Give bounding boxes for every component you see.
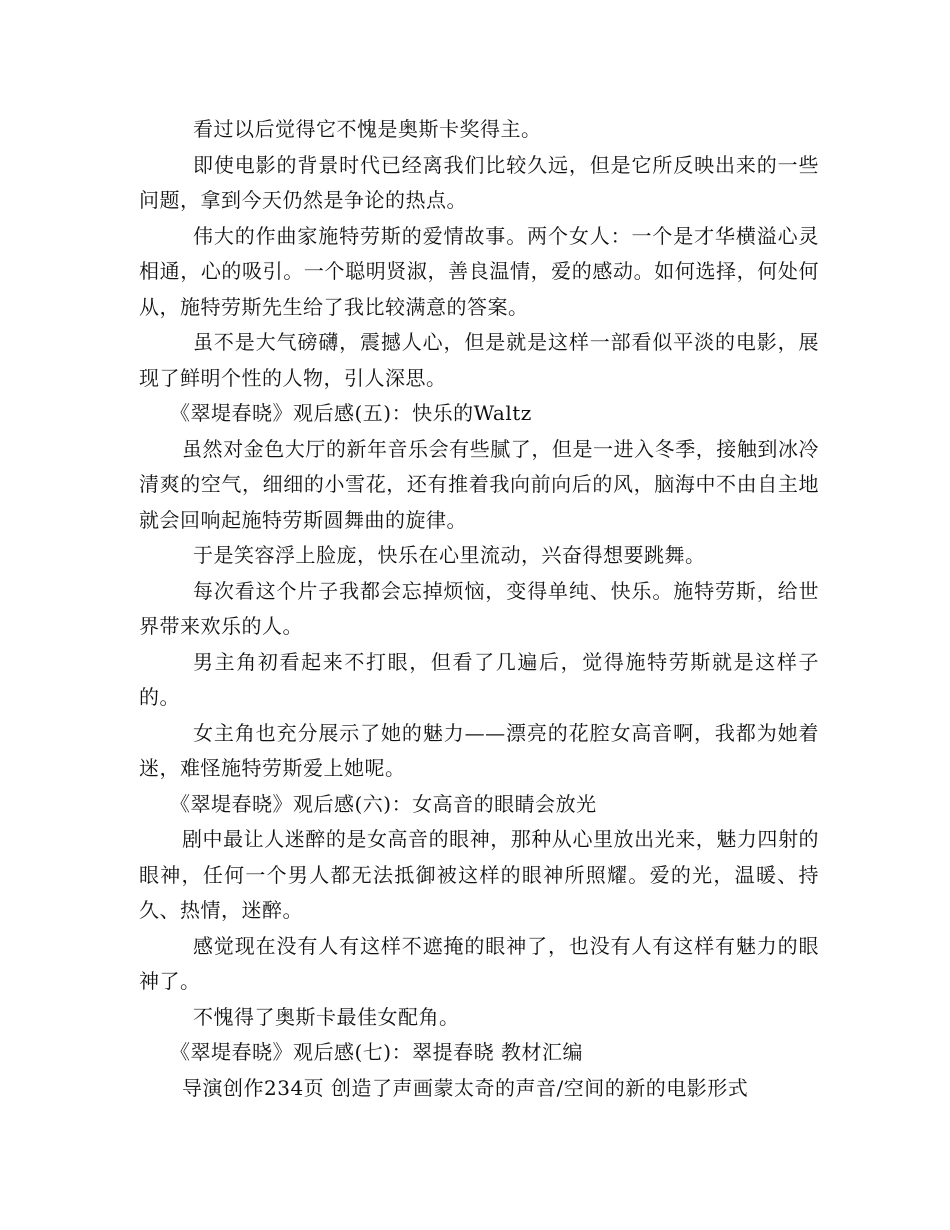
paragraph: 即使电影的背景时代已经离我们比较久远，但是它所反映出来的一些问题，拿到今天仍然是争论的热点。	[139, 152, 819, 212]
paragraph: 每次看这个片子我都会忘掉烦恼，变得单纯、快乐。施特劳斯，给世界带来欢乐的人。	[139, 578, 819, 638]
paragraph: 虽不是大气磅礴，震撼人心，但是就是这样一部看似平淡的电影，展现了鲜明个性的人物，引人深思。	[139, 330, 819, 390]
paragraph: 不愧得了奥斯卡最佳女配角。	[193, 1004, 460, 1029]
section-heading: 《翠堤春晓》观后感(七)：翠提春晓 教材汇编	[170, 1040, 583, 1064]
paragraph: 剧中最让人迷醉的是女高音的眼神，那种从心里放出光来，魅力四射的眼神，任何一个男人都无法抵御被这样的眼神所照耀。爱的光，温暖、持久、热情，迷醉。	[139, 827, 819, 922]
paragraph: 导演创作234页 创造了声画蒙太奇的声音/空间的新的电影形式	[182, 1075, 749, 1100]
paragraph: 伟大的作曲家施特劳斯的爱情故事。两个女人：一个是才华横溢心灵相通，心的吸引。一个聪明贤淑，善良温情，爱的感动。如何选择，何处何从，施特劳斯先生给了我比较满意的答案。	[139, 223, 819, 319]
paragraph: 虽然对金色大厅的新年音乐会有些腻了，但是一进入冬季，接触到冰冷清爽的空气，细细的小雪花，还有推着我向前向后的风，脑海中不由自主地就会回响起施特劳斯圆舞曲的旋律。	[139, 436, 819, 532]
paragraph: 男主角初看起来不打眼，但看了几遍后，觉得施特劳斯就是这样子的。	[139, 649, 819, 709]
section-heading: 《翠堤春晓》观后感(六)：女高音的眼睛会放光	[170, 791, 597, 816]
document-body	[139, 112, 819, 1106]
paragraph: 女主角也充分展示了她的魅力——漂亮的花腔女高音啊，我都为她着迷，难怪施特劳斯爱上她呢。	[139, 720, 819, 780]
section-heading: 《翠堤春晓》观后感(五)：快乐的Waltz	[170, 401, 532, 425]
paragraph: 看过以后觉得它不愧是奥斯卡奖得主。	[193, 117, 542, 141]
paragraph: 于是笑容浮上脸庞，快乐在心里流动，兴奋得想要跳舞。	[193, 543, 706, 567]
paragraph: 感觉现在没有人有这样不遮掩的眼神了，也没有人有这样有魅力的眼神了。	[139, 933, 819, 993]
